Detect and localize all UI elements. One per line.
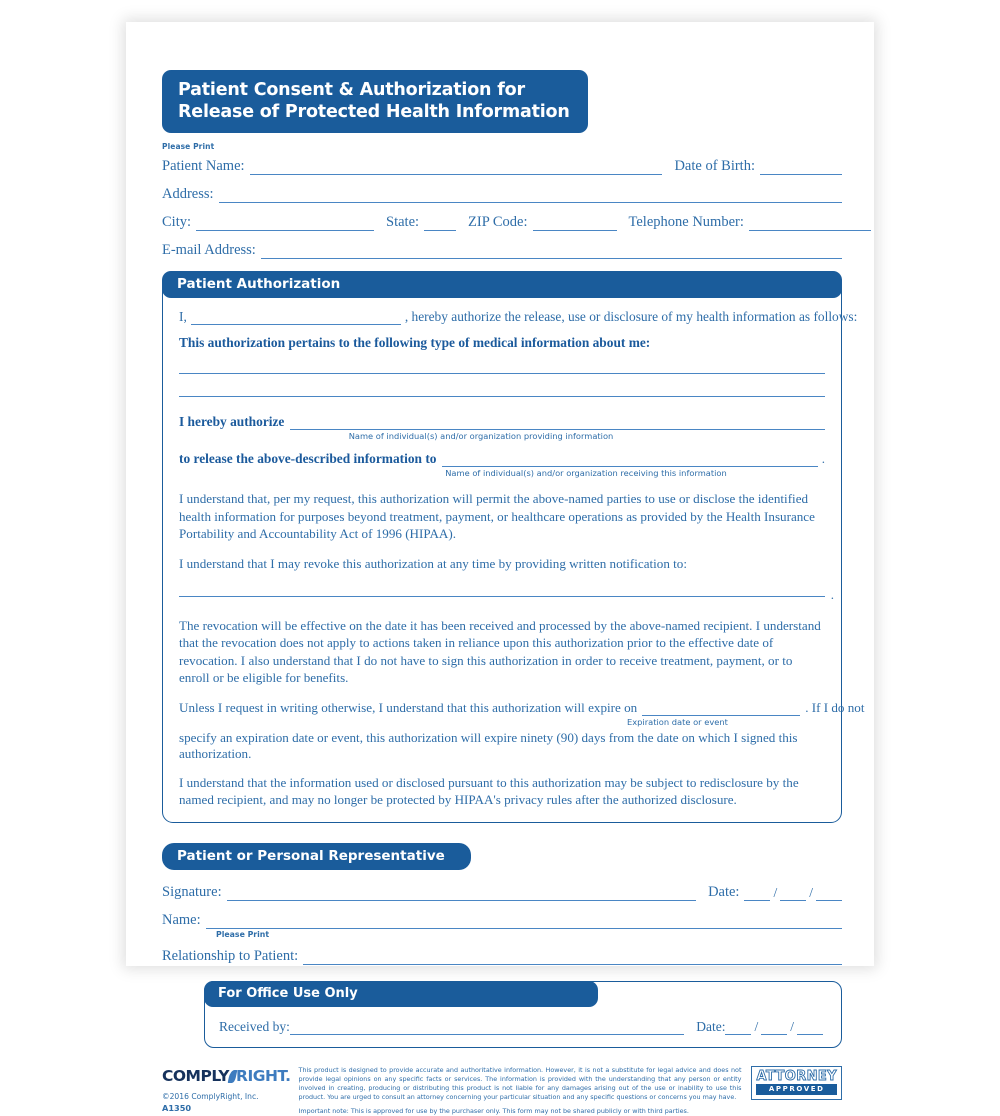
please-print-note-name: Please Print (216, 929, 270, 939)
date-slash-1: / (773, 884, 778, 900)
form-code-text: A1350 (162, 1103, 192, 1114)
hereby-authorize-text: , hereby authorize the release, use or disclosure of my health information as follows: (404, 309, 858, 325)
state-label: State: (386, 214, 420, 231)
receiving-party-line (179, 451, 825, 467)
badge-attorney-text: ATTORNEY (756, 1068, 837, 1084)
patient-authorization-box (162, 271, 865, 822)
zip-label: ZIP Code: (468, 214, 528, 231)
signature-label: Signature: (162, 883, 222, 900)
medical-info-input-line-1[interactable] (179, 373, 825, 374)
expiration-group (179, 699, 865, 762)
row-patient-name (162, 158, 842, 175)
dob-input[interactable] (760, 162, 842, 175)
disclaimer-paragraph: This product is designed to provide accurate and authoritative information. However, it is not a substitute for legal advice and does not provide legal opinions on any specific facts or services. The information is provided with the understanding that any person or entity involved in creating, producing or distributing this product is not liable for any damages arising out of the use or inability to use this product. You are urged to consult an attorney concerning your particular situation and any specific questions or concerns you may have. (298, 1065, 742, 1101)
expiration-tail-text: specify an expiration date or event, this authorization will expire ninety (90) days from the date on which I signed this authorization. (179, 729, 798, 761)
signature-date-year-input[interactable] (816, 888, 842, 901)
relationship-input[interactable] (303, 952, 842, 965)
copyright-text: ©2016 ComplyRight, Inc. (162, 1092, 259, 1101)
receiving-party-input[interactable] (442, 453, 817, 467)
providing-party-line (179, 414, 825, 430)
received-by-label: Received by: (219, 1018, 290, 1034)
form-paper (126, 22, 874, 1115)
signature-date-day-input[interactable] (780, 888, 806, 901)
signature-date-label: Date: (708, 883, 740, 900)
providing-party-caption: Name of individual(s) and/or organization providing information (348, 431, 614, 442)
logo-right-text: RIGHT. (236, 1066, 291, 1085)
row-signature (162, 884, 842, 901)
authorizer-name-input[interactable] (191, 312, 401, 325)
city-input[interactable] (196, 218, 374, 231)
complyright-wordmark (162, 1068, 291, 1085)
receiving-party-period: . (821, 451, 825, 467)
expiration-caption: Expiration date or event (627, 716, 728, 727)
office-date-day-input[interactable] (761, 1022, 787, 1035)
relationship-label: Relationship to Patient: (162, 947, 299, 964)
revocation-notification-input[interactable] (179, 587, 834, 603)
patient-authorization-heading: Patient Authorization (162, 271, 842, 298)
expiration-prefix: Unless I request in writing otherwise, I understand that this authorization will expire on (179, 699, 638, 715)
expiration-date-input[interactable] (642, 703, 800, 716)
copyright-block (162, 1091, 291, 1115)
paragraph-hipaa: I understand that, per my request, this authorization will permit the above-named parties to use or disclose the identified health information for purposes beyond treatment, payment, or healthcare operations as provided by the Health Insurance Portability and Accountability Act of 1996 (HIPAA). (179, 491, 815, 542)
providing-party-group (179, 414, 825, 441)
i-label: I, (179, 309, 187, 325)
date-slash-2: / (809, 884, 813, 900)
paragraph-revoke-intro: I understand that I may revoke this authorization at any time by providing written notification to: (179, 555, 687, 571)
form-footer (162, 1066, 842, 1116)
medical-info-input-line-2[interactable] (179, 396, 825, 397)
address-label: Address: (162, 186, 214, 203)
row-city-state-zip-phone (162, 214, 842, 231)
attorney-approved-badge (751, 1066, 842, 1101)
revocation-period: . (830, 587, 834, 603)
office-date-slash-2: / (790, 1018, 794, 1034)
signature-section-heading: Patient or Personal Representative (162, 843, 471, 870)
release-to-label: to release the above-described information to (179, 451, 437, 467)
office-date-month-input[interactable] (725, 1022, 751, 1035)
patient-name-input[interactable] (250, 162, 663, 175)
office-date-slash-1: / (754, 1018, 759, 1034)
zip-input[interactable] (533, 218, 617, 231)
office-use-heading: For Office Use Only (204, 981, 598, 1007)
dob-label: Date of Birth: (674, 158, 755, 175)
name-label: Name: (162, 911, 201, 928)
email-label: E-mail Address: (162, 242, 256, 259)
row-email (162, 242, 842, 259)
patient-authorization-body (163, 298, 865, 808)
expiration-suffix: . If I do not (805, 699, 865, 715)
office-use-box (204, 981, 842, 1048)
signature-date-month-input[interactable] (744, 888, 770, 901)
patient-info-fields (162, 158, 842, 259)
form-content (162, 70, 865, 1116)
office-date-group (725, 1019, 823, 1035)
receiving-party-group (179, 451, 825, 478)
row-relationship (162, 948, 842, 965)
email-input[interactable] (261, 246, 842, 259)
receiving-party-caption: Name of individual(s) and/or organization receiving this information (445, 468, 727, 479)
office-date-label: Date: (696, 1018, 726, 1034)
important-note-paragraph: Important note: This is approved for use by the purchaser only. This form may not be shared publicly or with third parties. (298, 1106, 689, 1115)
providing-party-input[interactable] (290, 416, 825, 430)
form-title-banner (162, 70, 588, 133)
address-input[interactable] (219, 190, 842, 203)
state-input[interactable] (424, 218, 456, 231)
signature-input[interactable] (227, 888, 696, 901)
pertains-text: This authorization pertains to the following type of medical information about me: (179, 335, 651, 351)
signature-date-group (744, 885, 842, 901)
telephone-label: Telephone Number: (628, 214, 744, 231)
swoosh-icon (228, 1070, 237, 1083)
expiration-line (179, 699, 865, 716)
badge-approved-text: APPROVED (756, 1084, 837, 1095)
signature-fields (162, 884, 842, 965)
form-title-line-2: Release of Protected Health Information (178, 102, 570, 123)
patient-name-label: Patient Name: (162, 158, 245, 175)
paragraph-redisclosure: I understand that the information used or disclosed pursuant to this authorization may be subject to redisclosure by the named recipient, and may no longer be protected by HIPAA's privacy rules after the authorized disclosure. (179, 774, 799, 808)
logo-comply-text: COMPLY (162, 1066, 230, 1085)
office-date-year-input[interactable] (797, 1022, 823, 1035)
telephone-input[interactable] (749, 218, 871, 231)
received-by-input[interactable] (290, 1022, 684, 1035)
complyright-logo (162, 1066, 291, 1115)
row-received-by (205, 1007, 841, 1035)
form-title-line-1: Patient Consent & Authorization for (178, 80, 525, 100)
paragraph-revocation-effect: The revocation will be effective on the date it has been received and processed by the above-named recipient. I understand that the revocation does not apply to actions taken in reliance upon this authorization prior to the effective date of revocation. I also understand that I do not have to sign this authorization in order to receive treatment, payment, or to enroll or be eligible for benefits. (179, 618, 821, 686)
row-name (162, 912, 842, 929)
please-print-note-top: Please Print (162, 142, 215, 152)
hereby-authorize-label: I hereby authorize (179, 414, 285, 430)
row-address (162, 186, 842, 203)
name-input[interactable] (206, 916, 842, 929)
authorizer-name-line (179, 309, 858, 325)
city-label: City: (162, 214, 192, 231)
legal-disclaimer (291, 1066, 752, 1116)
